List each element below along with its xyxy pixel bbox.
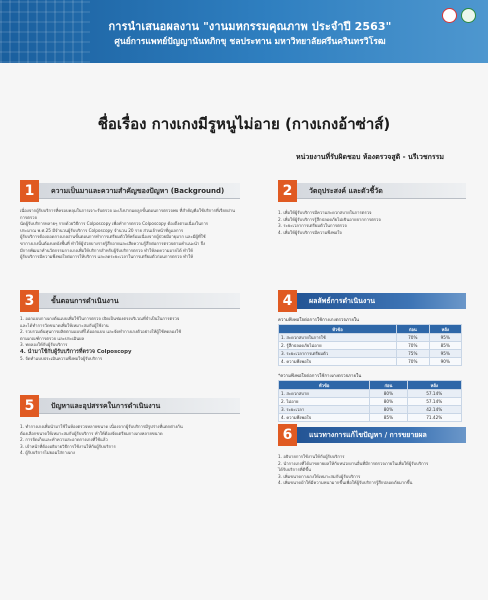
header-subtitle: ศูนย์การแพทย์ปัญญานันทภิกขุ ชลประทาน มหาวิทยาลัยศรีนครินทรวิโรฒ [114, 37, 386, 47]
table-row [279, 342, 462, 350]
table-cell: 70% [397, 342, 429, 350]
section-3-title: ขั้นตอนการดำเนินงาน [51, 297, 119, 305]
section-4-header [278, 290, 466, 310]
body-line: 3. เพิ่มขนาดกางเกงให้เหมาะสมกับผู้รับบริการ [278, 473, 361, 479]
table-row [279, 406, 462, 414]
section-1-body [20, 208, 240, 261]
header-title: การนำเสนอผลงาน "งานมหกรรมคุณภาพ ประจำปี 2563" [108, 20, 392, 33]
section-3-body [20, 316, 240, 362]
table-1-caption: ความพึงพอใจต่อการใช้กางเกงตรวจภายใน [278, 318, 360, 323]
table-cell: 80% [370, 390, 407, 398]
table-cell: 80% [370, 398, 407, 406]
section-2-header [278, 180, 466, 200]
section-6-body [278, 454, 468, 487]
body-line: ผู้รับบริการต้องถอดกางเกงผ่านขั้นตอนการทำการเตรียมตัวให้พร้อมเนื่องจากผู้ป่วยมีอายุมาก และมีผู้ที่ใช้ [20, 234, 206, 240]
table-cell: 57.14% [407, 398, 461, 406]
table-cell: 70% [397, 334, 429, 342]
table-cell: 85% [370, 414, 407, 422]
section-6-header [278, 424, 466, 444]
body-line: 3. ทดลองให้กับผู้รับบริการ [20, 342, 68, 348]
body-line: 2. เพื่อให้ผู้รับบริการรู้สึกปลอดภัยไม่เขินอายจากการตรวจ [278, 216, 381, 222]
table-header: ก่อน [397, 325, 429, 334]
table-header: หัวข้อ [279, 325, 397, 334]
table-cell: 95% [429, 350, 461, 358]
section-1-number: 1 [20, 180, 39, 202]
table-cell: 70% [397, 358, 429, 366]
body-line: มีการพัฒนาทำนวัตกรรมกางเกงเพื่อให้บริการสำหรับผู้รับบริการตรวจ ทำให้ลดความอายได้ ทำให้ [20, 247, 193, 253]
body-line: 4. นำมาใช้กับผู้รับบริการที่ตรวจ Colposcopy [20, 348, 132, 355]
table-cell: 85% [429, 342, 461, 350]
body-line: 1. อธิบายการใช้งานให้กับผู้รับบริการ [278, 454, 345, 459]
body-line: 2. นำกางเกงที่ได้มาขยายผลให้กับหน่วยงานอื่นที่มีการตรวจภายในเพื่อให้ผู้รับบริการ [278, 460, 429, 466]
body-line: 4. เพื่อให้ผู้รับบริการมีความพึงพอใจ [278, 229, 342, 235]
table-cell: 3. ระยะเวลาการเตรียมตัว [279, 350, 397, 358]
department-label: หน่วยงานที่รับผิดชอบ ห้องตรวจสูติ - นรีเวชกรรม [295, 153, 444, 161]
table-row [279, 334, 462, 342]
table-row [279, 390, 462, 398]
table-cell: 1. สะดวกสบาย [279, 390, 370, 398]
table-cell: 95% [429, 334, 461, 342]
hospital-logo-icon [442, 8, 457, 23]
table-cell: 90% [429, 358, 461, 366]
body-line: 2. การจัดเก็บและทำความสะอาดกางเกงที่ใช้แล้ว [20, 437, 108, 443]
table-header: หัวข้อ [279, 381, 370, 390]
body-line: ต้องเลือกขนาดให้เหมาะสมกับผู้รับบริการ ทำให้ต้องจัดเตรียมกางเกงหลายขนาด [20, 430, 163, 436]
body-line: ผู้รับบริการมีความพึงพอใจต่อการให้บริการ และลดระยะเวลาในการเตรียมตัวก่อนการตรวจ ทำให้ [20, 254, 194, 260]
body-line: ตามเกณฑ์การตรวจ และประเมินผล [20, 335, 85, 341]
results-table-2 [278, 380, 462, 422]
section-6-title: แนวทางการแก้ไขปัญหา / การขยายผล [309, 431, 427, 439]
table-header: หลัง [407, 381, 461, 390]
section-5-number: 5 [20, 395, 39, 417]
section-6-number: 6 [278, 424, 297, 446]
table-2-caption: *ความพึงพอใจต่อการใช้กางเกงตรวจภายใน [278, 374, 362, 379]
header-banner [0, 0, 488, 63]
table-cell: 2. ไม่อาย [279, 398, 370, 406]
table-cell: 3. ระยะเวลา [279, 406, 370, 414]
body-line: 2. รวบรวมต้นทุนการผลิตตามแบบที่ได้ออกแบบ และจัดทำกางเกงตัวอย่างให้ผู้ใช้ทดลองใช้ [20, 329, 182, 335]
university-logo-icon [461, 8, 476, 23]
table-row [279, 398, 462, 406]
body-line: 4. ผู้รับบริการไม่ยอมใส่กางเกง [20, 450, 75, 456]
section-5-header [20, 395, 240, 415]
section-5-body [20, 424, 240, 457]
table-cell: 75% [397, 350, 429, 358]
table-header: หลัง [429, 325, 461, 334]
table-cell: 42.14% [407, 406, 461, 414]
table-cell: 1. สะดวกสบายในการใช้ [279, 334, 397, 342]
body-line: ขากางเกงนั้นต้องบดบังพื้นที่ ทำให้ผู้ป่วยบางรายรู้สึกอายและเสียความรู้สึกต่อการตรวจตามคำแนะนำ จึง [20, 240, 206, 246]
section-5-title: ปัญหาและอุปสรรคในการดำเนินงาน [51, 402, 161, 410]
body-line: 1. เพื่อให้ผู้รับบริการมีความสะดวกสบายในการตรวจ [278, 210, 372, 215]
section-4-title: ผลลัพธ์การดำเนินงาน [309, 297, 376, 305]
table-row [279, 358, 462, 366]
table-row [279, 414, 462, 422]
table-cell: 4. ความพึงพอใจ [279, 414, 370, 422]
table-cell: 2. รู้สึกปลอดภัยไม่อาย [279, 342, 397, 350]
body-line: นัดผู้รับบริการหลายๆ รายด้วยวิธีการ Colposcopy เพื่อทำการตรวจ Colposcopy ต้องถึงตามเนื่องในการ [20, 221, 209, 227]
body-line: 3. ระยะเวลาการเตรียมตัวในการตรวจ [278, 223, 347, 229]
body-line: ประมาณ พ.ศ.25 มีจำนวนผู้รับบริการ Colposcopy จำนวน 20 ราย ส่วนเจ้าหน้าที่ดูแลการ [20, 227, 184, 233]
page-title: ชื่อเรื่อง กางเกงมีรูหนูไม่อาย (กางเกงอ้าซ่าส์) [97, 115, 391, 133]
table-row [279, 350, 462, 358]
section-1-header [20, 180, 240, 200]
section-3-number: 3 [20, 290, 39, 312]
section-2-number: 2 [278, 180, 297, 202]
logos [442, 8, 476, 23]
section-2-body [278, 210, 466, 236]
body-line: 1. ออกแบบกางเกงต้นแบบเพื่อใช้ในการตรวจ เปิดเป็นช่องตรงบริเวณที่จำเป็นในการตรวจ [20, 316, 180, 321]
table-cell: 80% [370, 406, 407, 414]
table-header: ก่อน [370, 381, 407, 390]
section-1-title: ความเป็นมาและความสำคัญของปัญหา (Background) [51, 187, 225, 195]
body-line: 4. เพิ่มขนาดผ้าให้มีความหนามากขึ้นเพื่อให้ผู้รับบริการรู้สึกปลอดภัยมากขึ้น [278, 480, 413, 486]
table-cell: 57.14% [407, 390, 461, 398]
body-line: ได้รับบริการที่ดีขึ้น [278, 467, 311, 473]
body-line: และได้ทำการวัดขนาดเพื่อให้เหมาะสมกับผู้ใช้งาน [20, 322, 109, 328]
body-line: 5. จัดทำแบบประเมินความพึงพอใจผู้รับบริการ [20, 355, 103, 361]
body-line: 1. ทำกางเกงเพื่อนำมาใช้ในห้องตรวจหลายขนาด เนื่องจากผู้รับบริการมีรูปร่างที่แตกต่างกัน [20, 424, 183, 429]
table-cell: 71.42% [407, 414, 461, 422]
section-4-number: 4 [278, 290, 297, 312]
section-2-title: วัตถุประสงค์ และตัวชี้วัด [309, 187, 383, 195]
body-line: เนื่องจากผู้รับบริการที่ครอบคลุมในการเจาะรับตรวจ มะเร็งปากมดลูกขั้นตอนการตรวจพบ ที่สำคัญคือใช้บริการที่เรียกผ่านการตรวจ [20, 208, 235, 220]
results-table-1 [278, 324, 462, 366]
table-cell: 4. ความพึงพอใจ [279, 358, 397, 366]
body-line: 3. เจ้าหน้าที่ต้องอธิบายวิธีการใช้งานให้กับผู้รับบริการ [20, 443, 116, 449]
section-3-header [20, 290, 240, 310]
